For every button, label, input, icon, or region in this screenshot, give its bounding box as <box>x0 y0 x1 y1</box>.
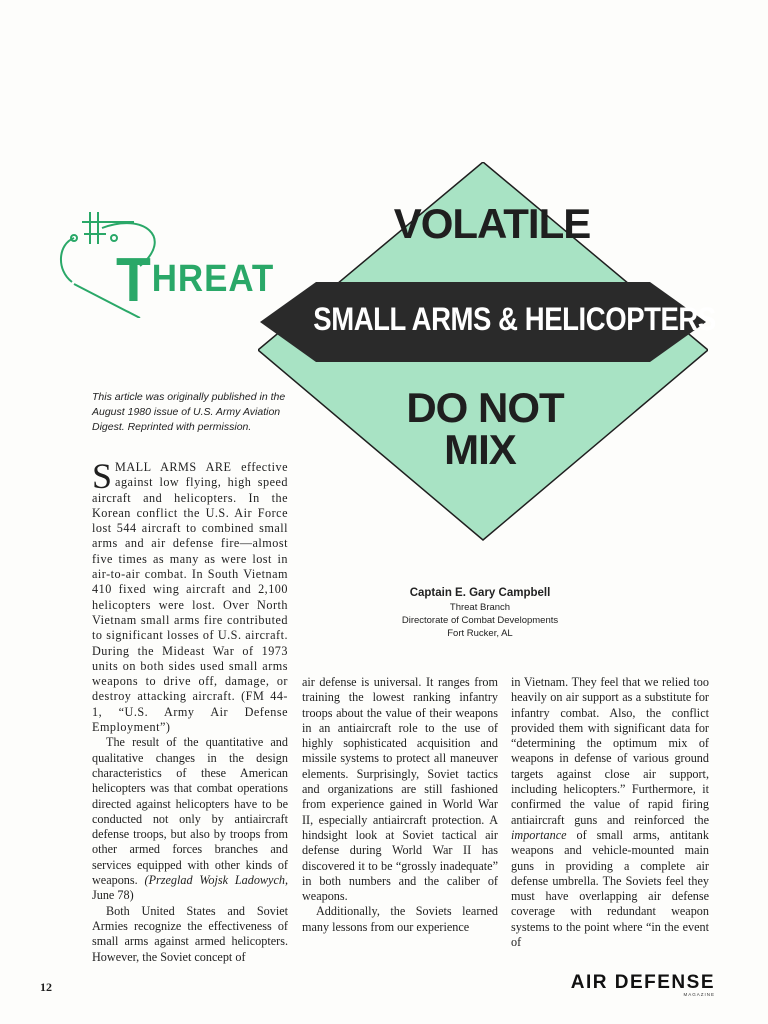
title-do-not: DO NOT <box>406 384 564 431</box>
masthead-subtitle: MAGAZINE <box>683 992 715 997</box>
author-directorate: Directorate of Combat Developments <box>401 615 559 626</box>
drop-cap: S <box>92 456 113 496</box>
article-column-3 <box>511 675 709 950</box>
magazine-masthead <box>535 972 715 997</box>
byline <box>380 585 580 640</box>
reprint-note: This article was originally published in the August 1980 issue of U.S. Army Aviation Digest. Reprinted with permission. <box>92 391 286 433</box>
author-branch: Threat Branch <box>449 602 511 613</box>
article-column-1 <box>92 456 288 965</box>
threat-logo <box>44 208 275 318</box>
page-number: 12 <box>40 980 52 994</box>
citation: (Przeglad Wojsk Ladowych, <box>144 873 288 888</box>
paragraph: SMALL ARMS ARE effective against low flying, high speed aircraft and helicopters. In the Korean conflict the U.S. Air Force lost 544 aircraft to combined small arms and air defense fire—almost five times as many as were lost in air-to-air combat. In South Vietnam 410 fixed wing aircraft and 2,100 helicopters were lost. Over North Vietnam small arms fire contributed to significant losses of U.S. aircraft. During the Mideast War of 1973 units on both sides used small arms weapons to drive off, damage, or destroy attacking aircraft. (FM 44-1, “U.S. Army Air Defense Employment”) <box>92 456 288 735</box>
paragraph: The result of the quantitative and qualitative changes in the design characteristics of these American helicopters was that combat operations directed against helicopters have to be conducted not only by antiaircraft defense troops, but also by troops from other armed forces branches and services equipped with other kinds of weapons. (Przeglad Wojsk Ladowych, June 78) <box>92 735 288 903</box>
emphasis: importance <box>511 827 567 842</box>
title-band-text: SMALL ARMS & HELICOPTERS <box>313 301 716 337</box>
paragraph: Both United States and Soviet Armies recognize the effectiveness of small arms against armed helicopters. However, the Soviet concept of <box>92 903 288 964</box>
author-location: Fort Rucker, AL <box>447 628 513 639</box>
title-volatile: VOLATILE <box>393 200 591 247</box>
title-mix: MIX <box>444 426 516 473</box>
paragraph: air defense is universal. It ranges from training the lowest ranking infantry troops about the value of their weapons in an antiaircraft role to the use of highly sophisticated acquisition and missile systems to protect all maneuver elements. Surprisingly, Soviet tactics and organizations are still fashioned from experience gained in World War II, especially antiaircraft protection. A hindsight look at Soviet tactical air defense during World War II has discovered it to be “grossly inadequate” in both numbers and the caliber of weapons. <box>302 675 498 904</box>
masthead-title: AIR DEFENSE <box>570 972 715 993</box>
author-name: Captain E. Gary Campbell <box>409 587 551 599</box>
article-column-2 <box>302 675 498 935</box>
paragraph: in Vietnam. They feel that we relied too heavily on air support as a substitute for infantry combat. Also, the conflict provided them with significant data for “determining the optimum mix of weapons in defense of various ground targets against close air support, including helicopters.” Furthermore, it confirmed the value of rapid firing antiaircraft guns and reinforced the importance of small arms, antitank weapons and vehicle-mounted main guns in providing a complete air defense umbrella. The Soviets feel they must have overlapping air defense coverage with redundant weapon systems to the point where “in the event of <box>511 675 709 950</box>
paragraph: Additionally, the Soviets learned many lessons from our experience <box>302 904 498 934</box>
logo-wordmark: THREAT <box>116 246 275 315</box>
